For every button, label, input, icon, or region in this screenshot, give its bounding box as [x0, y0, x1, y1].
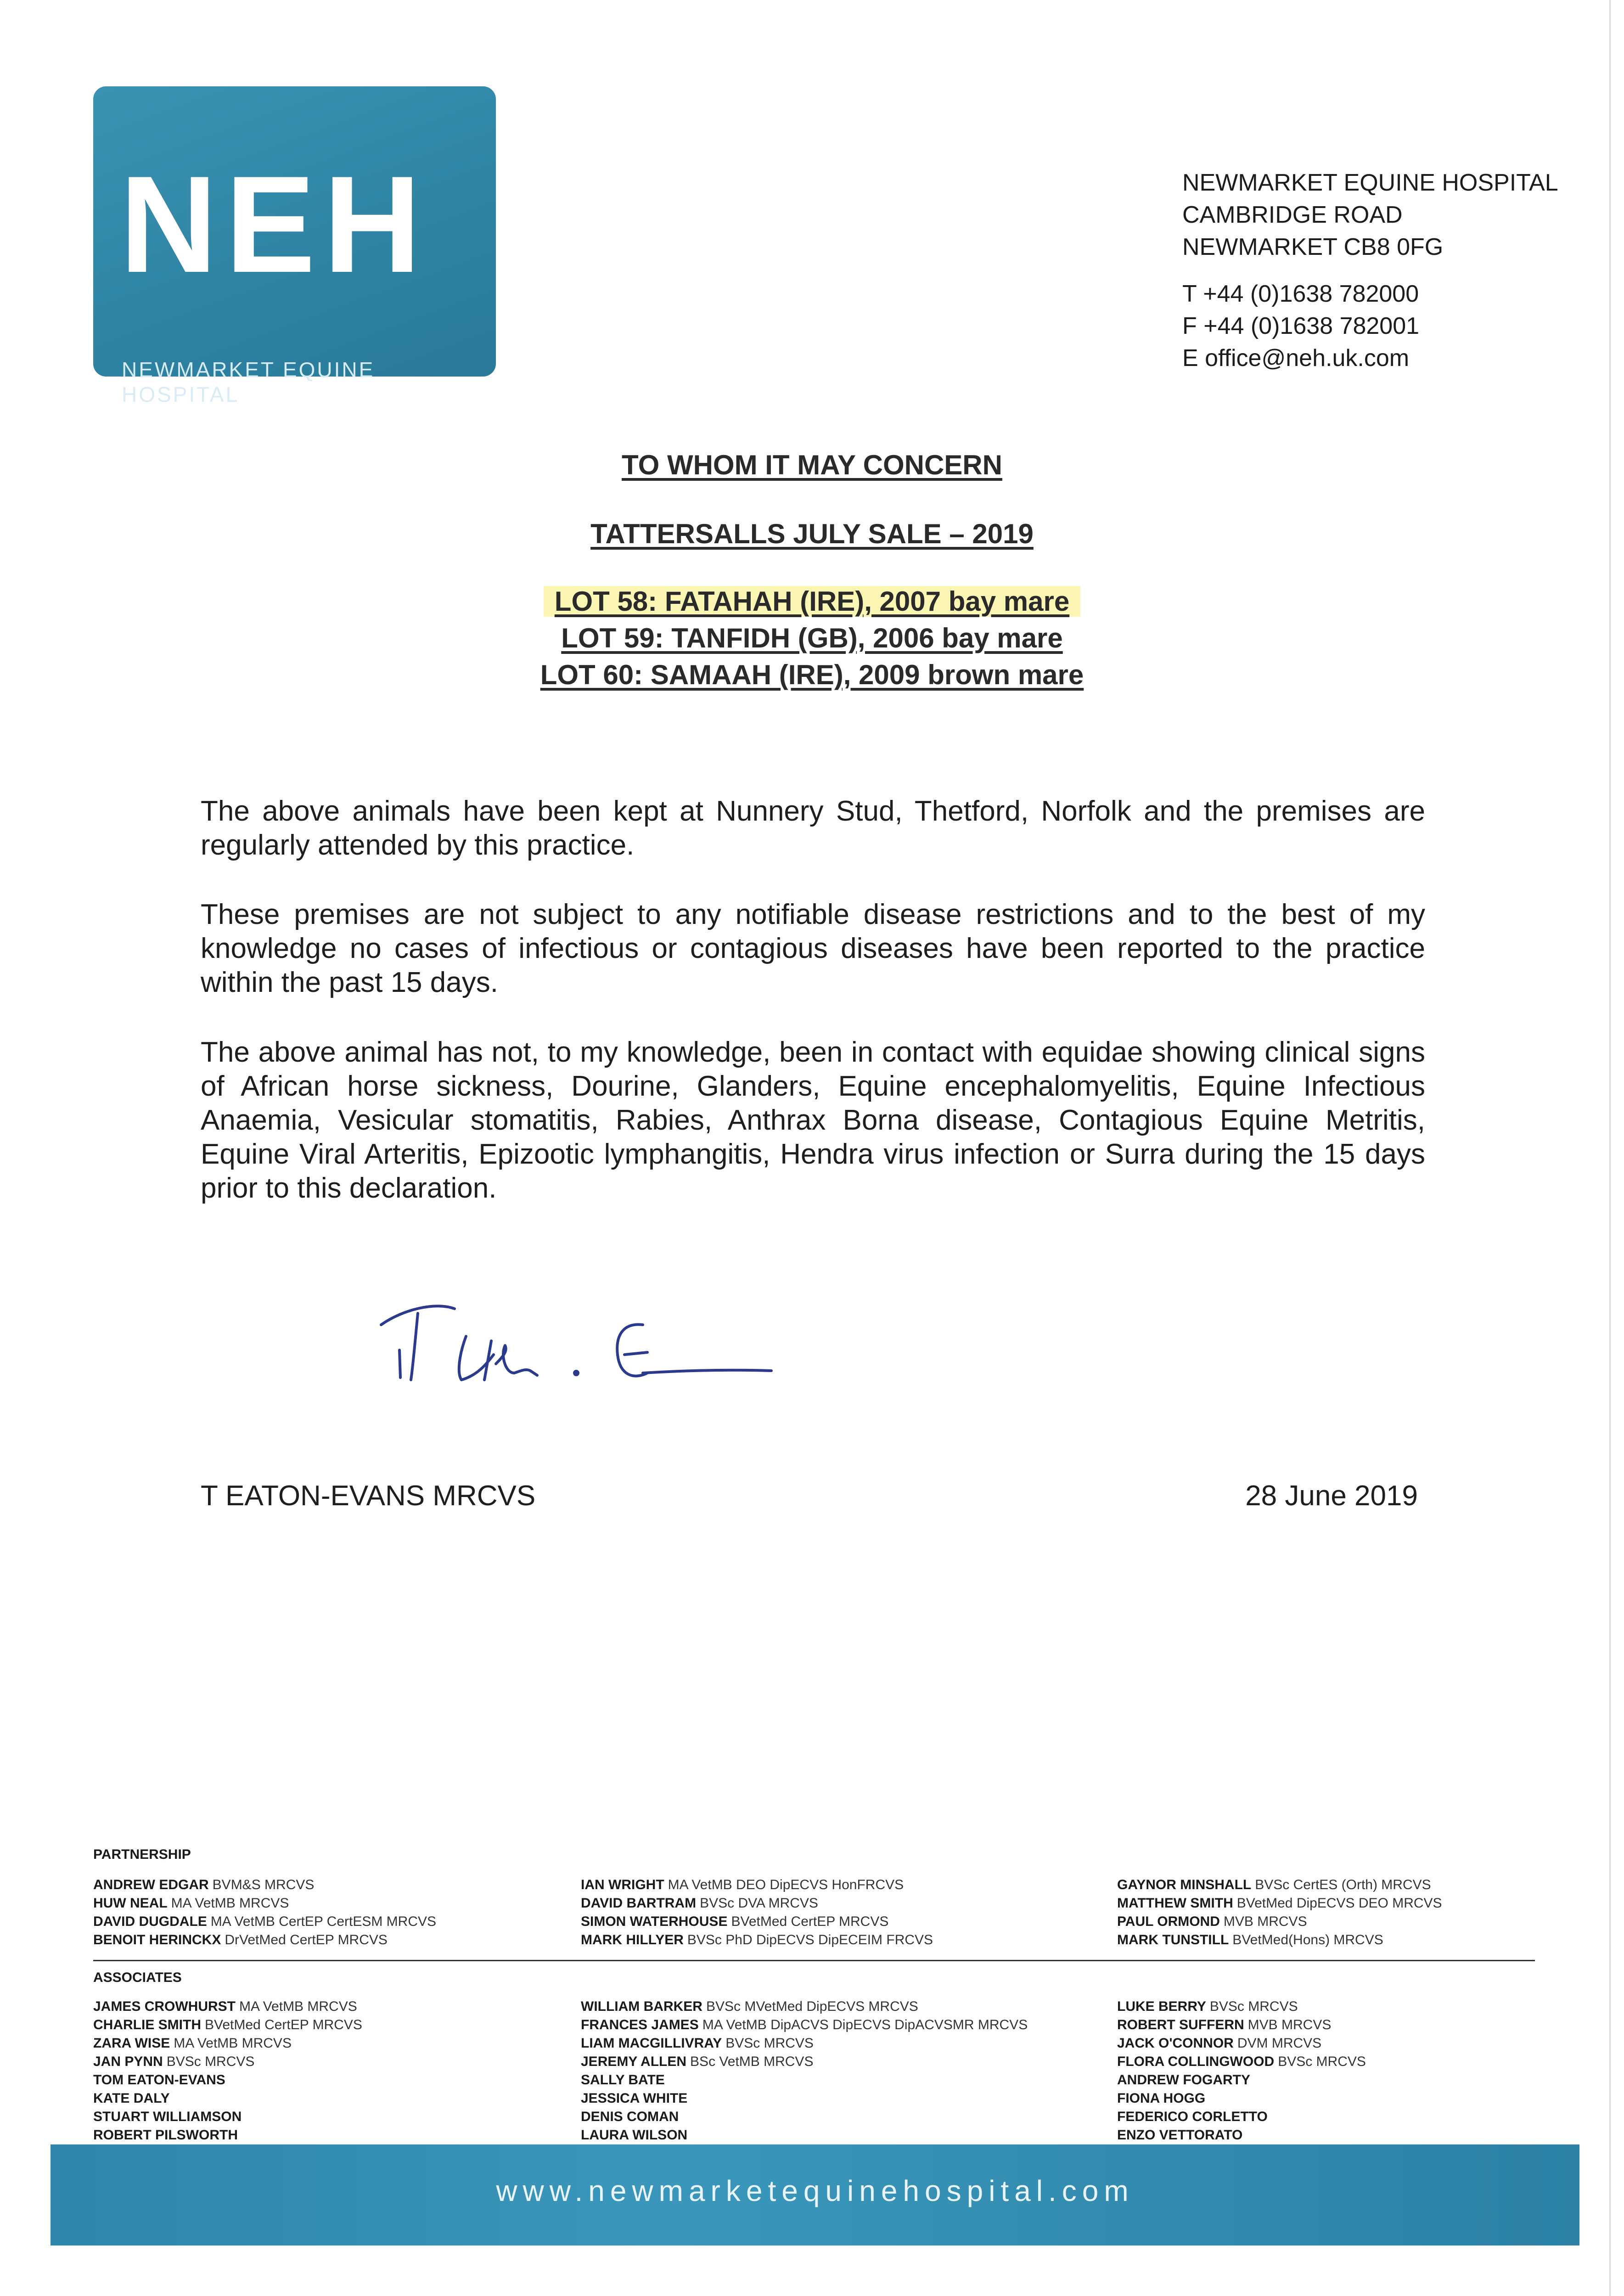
staff-name: MARK HILLYER — [581, 1932, 684, 1947]
staff-qualifications: BVSc MVetMed DipECVS MRCVS — [706, 1999, 918, 2014]
sale-heading: TATTERSALLS JULY SALE – 2019 — [590, 518, 1034, 549]
staff-member — [581, 1931, 1063, 1949]
staff-member — [93, 2053, 575, 2071]
staff-qualifications: BVSc MRCVS — [166, 2054, 255, 2069]
staff-qualifications: DrVetMed CertEP MRCVS — [225, 1932, 388, 1947]
staff-member — [1117, 1913, 1599, 1931]
staff-member — [581, 2089, 1063, 2108]
staff-member — [581, 1913, 1063, 1931]
staff-member — [93, 2071, 575, 2089]
lot-list — [0, 583, 1624, 693]
staff-member — [93, 2034, 575, 2053]
staff-name: LIAM MACGILLIVRAY — [581, 2036, 722, 2051]
lot-item: LOT 59: TANFIDH (GB), 2006 bay mare — [561, 623, 1063, 653]
body-paragraph: These premises are not subject to any notifiable disease restrictions and to the best of my knowledge no cases of infectious or contagious diseases have been reported to the practice within the past 15 days. — [201, 899, 1425, 998]
staff-member — [93, 1894, 575, 1913]
staff-qualifications: MVB MRCVS — [1223, 1914, 1307, 1929]
staff-name: DENIS COMAN — [581, 2109, 679, 2124]
staff-qualifications: MA VetMB DipACVS DipECVS DipACVSMR MRCVS — [702, 2017, 1028, 2032]
page-edge-line — [1609, 0, 1611, 2296]
staff-member — [1117, 2108, 1599, 2126]
staff-member — [1117, 2071, 1599, 2089]
staff-name: JEREMY ALLEN — [581, 2054, 687, 2069]
staff-name: MARK TUNSTILL — [1117, 1932, 1229, 1947]
partnership-column — [93, 1876, 575, 1949]
letter-date: 28 June 2019 — [1245, 1480, 1418, 1512]
staff-member — [93, 1998, 575, 2016]
staff-name: LAURA WILSON — [581, 2127, 688, 2143]
logo-letters: NEH — [119, 147, 429, 301]
staff-name: SALLY BATE — [581, 2072, 665, 2088]
staff-name: ANDREW FOGARTY — [1117, 2072, 1250, 2088]
staff-member — [1117, 1894, 1599, 1913]
staff-member — [1117, 1998, 1599, 2016]
footer-band — [51, 2144, 1579, 2245]
staff-member — [581, 2108, 1063, 2126]
staff-qualifications: BVetMed(Hons) MRCVS — [1232, 1932, 1383, 1947]
staff-name: MATTHEW SMITH — [1117, 1896, 1233, 1911]
neh-logo — [93, 86, 496, 406]
staff-name: DAVID BARTRAM — [581, 1896, 697, 1911]
staff-qualifications: BVM&S MRCVS — [212, 1877, 315, 1892]
staff-member — [1117, 2089, 1599, 2108]
staff-name: PAUL ORMOND — [1117, 1914, 1220, 1929]
lot-item — [0, 583, 1624, 620]
staff-name: ROBERT PILSWORTH — [93, 2127, 238, 2143]
staff-qualifications: MA VetMB MRCVS — [171, 1896, 289, 1911]
staff-qualifications: MA VetMB DEO DipECVS HonFRCVS — [668, 1877, 904, 1892]
staff-name: ANDREW EDGAR — [93, 1877, 209, 1892]
staff-qualifications: BVSc DVA MRCVS — [700, 1896, 818, 1911]
lot-item: LOT 60: SAMAAH (IRE), 2009 brown mare — [540, 659, 1084, 690]
staff-member — [581, 2034, 1063, 2053]
staff-qualifications: BSc VetMB MRCVS — [690, 2054, 814, 2069]
staff-name: ROBERT SUFFERN — [1117, 2017, 1244, 2032]
staff-name: DAVID DUGDALE — [93, 1914, 207, 1929]
staff-name: FLORA COLLINGWOOD — [1117, 2054, 1275, 2069]
address-name: NEWMARKET EQUINE HOSPITAL — [1182, 169, 1558, 196]
staff-qualifications: MA VetMB MRCVS — [174, 2036, 292, 2051]
staff-member — [93, 1876, 575, 1894]
staff-qualifications: BVSc PhD DipECVS DipECEIM FRCVS — [687, 1932, 933, 1947]
staff-member — [1117, 1876, 1599, 1894]
salutation-heading: TO WHOM IT MAY CONCERN — [622, 450, 1002, 480]
staff-name: KATE DALY — [93, 2091, 170, 2106]
staff-qualifications: BVSc MRCVS — [725, 2036, 814, 2051]
staff-member — [581, 1998, 1063, 2016]
contact-block — [1182, 278, 1596, 374]
staff-member — [93, 2016, 575, 2034]
staff-qualifications: BVSc MRCVS — [1278, 2054, 1366, 2069]
staff-qualifications: MA VetMB CertEP CertESM MRCVS — [210, 1914, 437, 1929]
staff-name: GAYNOR MINSHALL — [1117, 1877, 1252, 1892]
staff-member — [1117, 2016, 1599, 2034]
staff-member — [1117, 1931, 1599, 1949]
associates-column — [581, 1998, 1063, 2144]
footer-website-link[interactable]: www.newmarketequinehospital.com — [496, 2174, 1134, 2207]
staff-name: IAN WRIGHT — [581, 1877, 664, 1892]
staff-member — [581, 1876, 1063, 1894]
signer-name: T EATON-EVANS MRCVS — [201, 1480, 536, 1512]
staff-member — [93, 2108, 575, 2126]
staff-member — [1117, 2053, 1599, 2071]
staff-name: CHARLIE SMITH — [93, 2017, 201, 2032]
body-paragraph: The above animals have been kept at Nunnery Stud, Thetford, Norfolk and the premises are regularly attended by this practice. — [201, 795, 1425, 861]
staff-qualifications: BVSc MRCVS — [1209, 1999, 1298, 2014]
address-block — [1182, 167, 1596, 263]
staff-name: FIONA HOGG — [1117, 2091, 1206, 2106]
staff-member — [1117, 2126, 1599, 2144]
staff-qualifications: DVM MRCVS — [1237, 2036, 1322, 2051]
staff-member — [581, 2126, 1063, 2144]
staff-qualifications: BVSc CertES (Orth) MRCVS — [1255, 1877, 1431, 1892]
staff-name: JAMES CROWHURST — [93, 1999, 236, 2014]
partnership-column — [1117, 1876, 1599, 1949]
staff-member — [581, 1894, 1063, 1913]
staff-qualifications: MVB MRCVS — [1248, 2017, 1332, 2032]
body-paragraph: The above animal has not, to my knowledge, been in contact with equidae showing clinical signs of African horse sickness, Dourine, Glanders, Equine encephalomyelitis, Equine Infectious Anaemia, Vesicular stomatitis, Rabies, Anthrax Borna disease, Contagious Equine Metritis, Equine Viral Arteritis, Epizootic lymphangitis, Hendra virus infection or Surra during the 15 days prior to this declaration. — [201, 1036, 1425, 1204]
staff-name: ZARA WISE — [93, 2036, 170, 2051]
staff-qualifications: MA VetMB MRCVS — [239, 1999, 357, 2014]
staff-qualifications: BVetMed CertEP MRCVS — [205, 2017, 362, 2032]
staff-name: LUKE BERRY — [1117, 1999, 1206, 2014]
address-street: CAMBRIDGE ROAD — [1182, 202, 1403, 228]
staff-name: BENOIT HERINCKX — [93, 1932, 221, 1947]
staff-name: STUART WILLIAMSON — [93, 2109, 242, 2124]
staff-name: ENZO VETTORATO — [1117, 2127, 1243, 2143]
staff-member — [93, 2126, 575, 2144]
associates-column — [1117, 1998, 1599, 2144]
associates-label: ASSOCIATES — [93, 1970, 182, 1985]
partnership-column — [581, 1876, 1063, 1949]
contact-fax: F +44 (0)1638 782001 — [1182, 313, 1420, 339]
partnership-label: PARTNERSHIP — [93, 1847, 191, 1862]
handwritten-signature — [367, 1281, 781, 1401]
logo-tagline: NEWMARKET EQUINE HOSPITAL — [122, 358, 375, 406]
staff-name: FEDERICO CORLETTO — [1117, 2109, 1268, 2124]
staff-name: WILLIAM BARKER — [581, 1999, 702, 2014]
staff-member — [93, 1913, 575, 1931]
contact-phone: T +44 (0)1638 782000 — [1182, 281, 1419, 307]
staff-member — [581, 2016, 1063, 2034]
staff-name: HUW NEAL — [93, 1896, 168, 1911]
staff-name: FRANCES JAMES — [581, 2017, 699, 2032]
staff-member — [1117, 2034, 1599, 2053]
staff-member — [581, 2071, 1063, 2089]
contact-email: E office@neh.uk.com — [1182, 345, 1410, 371]
staff-member — [93, 1931, 575, 1949]
staff-name: JAN PYNN — [93, 2054, 163, 2069]
section-divider — [93, 1960, 1535, 1961]
staff-name: SIMON WATERHOUSE — [581, 1914, 728, 1929]
staff-name: TOM EATON-EVANS — [93, 2072, 225, 2088]
staff-member — [581, 2053, 1063, 2071]
staff-qualifications: BVetMed CertEP MRCVS — [731, 1914, 889, 1929]
associates-column — [93, 1998, 575, 2144]
address-town: NEWMARKET CB8 0FG — [1182, 234, 1444, 260]
staff-name: JESSICA WHITE — [581, 2091, 688, 2106]
lot-58-highlight: LOT 58: FATAHAH (IRE), 2007 bay mare — [544, 586, 1080, 617]
staff-name: JACK O'CONNOR — [1117, 2036, 1234, 2051]
staff-member — [93, 2089, 575, 2108]
staff-qualifications: BVetMed DipECVS DEO MRCVS — [1236, 1896, 1442, 1911]
